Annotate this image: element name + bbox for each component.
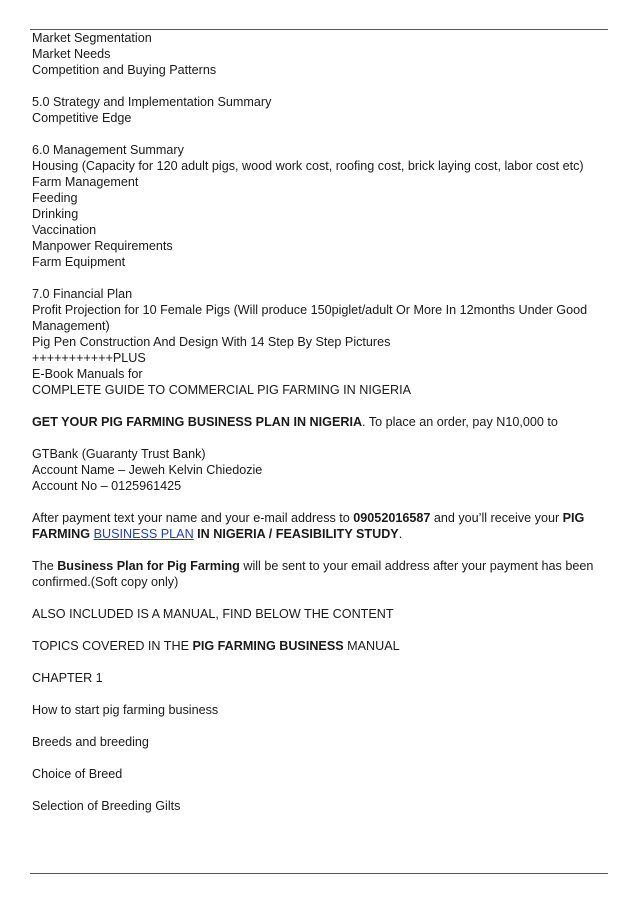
topics-bold: PIG FARMING BUSINESS bbox=[192, 639, 344, 653]
list-item: Profit Projection for 10 Female Pigs (Will produce 150piglet/adult Or More In 12months Under Good Management) bbox=[32, 303, 588, 333]
payment-bold: IN NIGERIA / FEASIBILITY STUDY bbox=[193, 527, 399, 541]
chapter-item: How to start pig farming business bbox=[32, 703, 219, 717]
account-name: Account Name – Jeweh Kelvin Chiedozie bbox=[32, 463, 263, 477]
list-item: Manpower Requirements bbox=[32, 239, 173, 253]
list-item: Market Segmentation bbox=[32, 31, 152, 45]
chapter-item: Breeds and breeding bbox=[32, 735, 149, 749]
list-item: Housing (Capacity for 120 adult pigs, wood work cost, roofing cost, brick laying cost, labor cost etc) bbox=[32, 159, 584, 173]
list-item: Feeding bbox=[32, 191, 78, 205]
manual-note: ALSO INCLUDED IS A MANUAL, FIND BELOW THE CONTENT bbox=[32, 607, 394, 621]
phone-number: 09052016587 bbox=[353, 511, 431, 525]
list-item: Competition and Buying Patterns bbox=[32, 63, 217, 77]
list-item: Farm Equipment bbox=[32, 255, 126, 269]
delivery-text: The bbox=[32, 559, 58, 573]
list-item: Farm Management bbox=[32, 175, 139, 189]
order-text: . To place an order, pay N10,000 to bbox=[362, 415, 558, 429]
section-heading: 6.0 Management Summary bbox=[32, 143, 184, 157]
payment-text: and you’ll receive your bbox=[430, 511, 563, 525]
list-item: COMPLETE GUIDE TO COMMERCIAL PIG FARMING IN NIGERIA bbox=[32, 383, 412, 397]
delivery-text: will be sent to your email address after your payment has been confirmed.(Soft copy only) bbox=[32, 559, 594, 589]
chapter-item: Selection of Breeding Gilts bbox=[32, 799, 181, 813]
account-number: Account No – 0125961425 bbox=[32, 479, 182, 493]
chapter-item: Choice of Breed bbox=[32, 767, 123, 781]
section-heading: 5.0 Strategy and Implementation Summary bbox=[32, 95, 272, 109]
list-item: Pig Pen Construction And Design With 14 Step By Step Pictures bbox=[32, 335, 391, 349]
payment-text: After payment text your name and your e-mail address to bbox=[32, 511, 354, 525]
bottom-rule bbox=[30, 873, 608, 874]
section-heading: 7.0 Financial Plan bbox=[32, 287, 133, 301]
list-item: E-Book Manuals for bbox=[32, 367, 143, 381]
payment-bold: PIG FARMING bbox=[32, 511, 585, 541]
chapter-heading: CHAPTER 1 bbox=[32, 671, 103, 685]
list-item: Competitive Edge bbox=[32, 111, 132, 125]
order-paragraph bbox=[32, 414, 606, 430]
list-item: Market Needs bbox=[32, 47, 111, 61]
payment-paragraph: After payment text your name and your e-mail address to 09052016587 and you’ll receive your PIG FARMING BUSINESS PLAN IN NIGERIA / FEASIBILITY STUDY. bbox=[32, 511, 585, 541]
list-item: Vaccination bbox=[32, 223, 97, 237]
topics-heading: TOPICS COVERED IN THE PIG FARMING BUSINESS MANUAL bbox=[32, 639, 400, 653]
business-plan-link[interactable]: BUSINESS PLAN bbox=[93, 527, 194, 541]
list-item: Drinking bbox=[32, 207, 79, 221]
order-bold: GET YOUR PIG FARMING BUSINESS PLAN IN NIGERIA bbox=[32, 415, 363, 429]
delivery-paragraph bbox=[32, 558, 606, 590]
bank-name: GTBank (Guaranty Trust Bank) bbox=[32, 447, 206, 461]
delivery-bold: Business Plan for Pig Farming bbox=[57, 559, 240, 573]
document-content bbox=[32, 30, 606, 814]
list-item: +++++++++++PLUS bbox=[32, 351, 146, 365]
